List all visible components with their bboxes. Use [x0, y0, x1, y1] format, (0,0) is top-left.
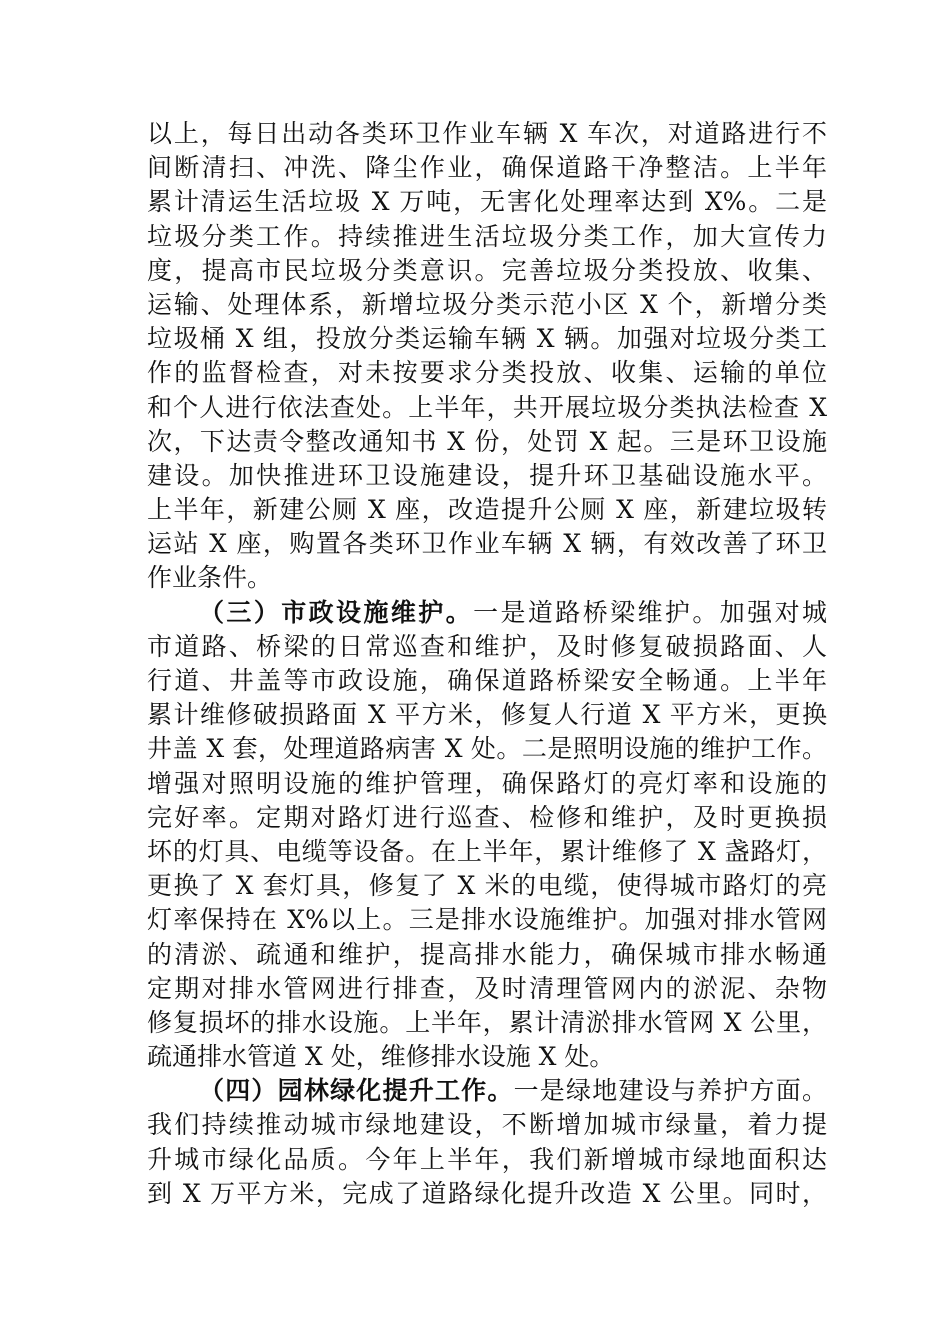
text-line: [147, 391, 827, 425]
line-text: 更换了 X 套灯具，修复了 X 米的电缆，使得城市路灯的亮: [147, 871, 827, 901]
line-text: 的清淤、疏通和维护，提高排水能力，确保城市排水畅通: [147, 939, 827, 969]
line-text: 垃圾分类工作。持续推进生活垃圾分类工作，加大宣传力: [147, 221, 827, 251]
line-text: 累计维修破损路面 X 平方米，修复人行道 X 平方米，更换: [147, 700, 827, 730]
text-line: [147, 732, 827, 766]
text-line: [147, 254, 827, 288]
line-text: 我们持续推动城市绿地建设，不断增加城市绿量，着力提: [147, 1110, 827, 1140]
text-line: [147, 356, 827, 390]
text-line: [147, 869, 827, 903]
text-line: [147, 425, 827, 459]
text-line: [147, 561, 827, 595]
line-text: 行道、井盖等市政设施，确保道路桥梁安全畅通。上半年: [147, 666, 827, 695]
line-text: 升城市绿化品质。今年上半年，我们新增城市绿地面积达: [147, 1144, 827, 1174]
section-heading: （四）园林绿化提升工作。: [199, 1076, 514, 1106]
line-text: 一是道路桥梁维护。加强对城: [473, 597, 827, 627]
line-text: 以上，每日出动各类环卫作业车辆 X 车次，对道路进行不: [147, 119, 827, 148]
text-line: [147, 801, 827, 835]
body-text: [147, 117, 827, 1211]
section-heading: （三）市政设施维护。: [199, 597, 474, 627]
text-line: [147, 1006, 827, 1040]
line-text: 市道路、桥梁的日常巡查和维护，及时修复破损路面、人: [147, 631, 827, 661]
text-line: [147, 151, 827, 185]
section-heading-line: [147, 1074, 827, 1108]
line-text: 定期对排水管网进行排查，及时清理管网内的淤泥、杂物: [147, 973, 827, 1003]
line-text: 运站 X 座，购置各类环卫作业车辆 X 辆，有效改善了环卫: [147, 529, 827, 559]
line-text: 次，下达责令整改通知书 X 份，处罚 X 起。三是环卫设施: [147, 426, 827, 456]
text-line: [147, 903, 827, 937]
line-text: 增强对照明设施的维护管理，确保路灯的亮灯率和设施的: [147, 768, 827, 798]
text-line: [147, 630, 827, 664]
line-text: 度，提高市民垃圾分类意识。完善垃圾分类投放、收集、: [147, 255, 827, 285]
line-text: 垃圾桶 X 组，投放分类运输车辆 X 辆。加强对垃圾分类工: [147, 324, 827, 354]
line-text: 累计清运生活垃圾 X 万吨，无害化处理率达到 X%。二是: [147, 187, 827, 217]
line-text: 灯率保持在 X%以上。三是排水设施维护。加强对排水管网: [147, 905, 827, 935]
line-text: 修复损坏的排水设施。上半年，累计清淤排水管网 X 公里，: [147, 1007, 827, 1037]
line-text: 一是绿地建设与养护方面。: [513, 1076, 827, 1106]
text-line: [147, 493, 827, 527]
text-line: [147, 527, 827, 561]
text-line: [147, 664, 827, 698]
line-text: 作的监督检查，对未按要求分类投放、收集、运输的单位: [147, 358, 827, 388]
text-line: [147, 220, 827, 254]
line-text: 和个人进行依法查处。上半年，共开展垃圾分类执法检查 X: [147, 392, 827, 422]
line-text: 间断清扫、冲洗、降尘作业，确保道路干净整洁。上半年: [147, 153, 827, 183]
line-text: 井盖 X 套，处理道路病害 X 处。二是照明设施的维护工作。: [147, 734, 827, 764]
text-line: [147, 1177, 827, 1211]
line-text: 作业条件。: [147, 563, 273, 593]
line-text: 建设。加快推进环卫设施建设，提升环卫基础设施水平。: [147, 460, 827, 490]
line-text: 完好率。定期对路灯进行巡查、检修和维护，及时更换损: [147, 802, 827, 832]
text-line: [147, 835, 827, 869]
text-line: [147, 288, 827, 322]
line-text: 到 X 万平方米，完成了道路绿化提升改造 X 公里。同时，: [147, 1178, 827, 1208]
line-text: 运输、处理体系，新增垃圾分类示范小区 X 个，新增分类: [147, 289, 827, 319]
line-text: 坏的灯具、电缆等设备。在上半年，累计维修了 X 盏路灯，: [147, 836, 827, 866]
line-text: 上半年，新建公厕 X 座，改造提升公厕 X 座，新建垃圾转: [147, 495, 827, 525]
text-line: [147, 767, 827, 801]
text-line: [147, 117, 827, 151]
text-line: [147, 185, 827, 219]
text-line: [147, 972, 827, 1006]
text-line: [147, 1040, 827, 1074]
text-line: [147, 322, 827, 356]
section-heading-line: [147, 596, 827, 630]
text-line: [147, 938, 827, 972]
text-line: [147, 698, 827, 732]
line-text: 疏通排水管道 X 处，维修排水设施 X 处。: [147, 1042, 615, 1072]
text-line: [147, 1143, 827, 1177]
text-line: [147, 459, 827, 493]
text-line: [147, 1108, 827, 1142]
